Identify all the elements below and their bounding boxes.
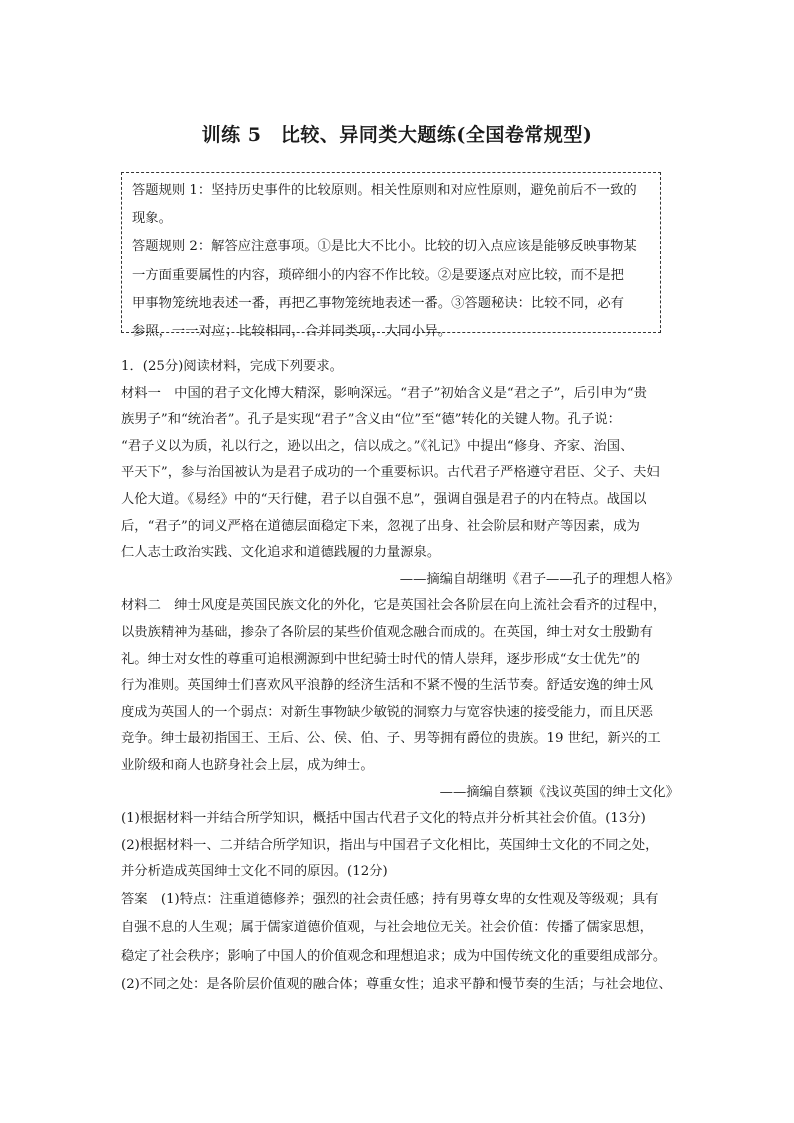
question-intro: 1．(25分)阅读材料，完成下列要求。 <box>121 359 343 374</box>
rules-line: 甲事物笼统地表述一番，再把乙事物笼统地表述一番。③答题秘诀：比较不同，必有 <box>132 295 624 311</box>
rules-line: 答题规则 1：坚持历史事件的比较原则。相关性原则和对应性原则，避免前后不一致的 <box>132 183 637 198</box>
material-two-source: ——摘编自蔡颖《浅议英国的绅士文化》 <box>439 784 679 800</box>
rules-line: 参照，一一对应；比较相同，合并同类项，大同小异。 <box>132 324 452 340</box>
material-line: 度成为英国人的一个弱点：对新生事物缺少敏锐的洞察力与宽容快速的接受能力，而且厌恶 <box>121 704 653 720</box>
rules-line: 现象。 <box>132 211 172 227</box>
material-line: 行为准则。英国绅士们喜欢风平浪静的经济生活和不紧不慢的生活节奏。舒适安逸的绅士风 <box>121 678 653 694</box>
material-two <box>121 593 681 779</box>
material-line: 平天下”，参与治国被认为是君子成功的一个重要标识。古代君子严格遵守君臣、父子、夫妇 <box>121 465 660 481</box>
task-line: (1)根据材料一并结合所学知识，概括中国古代君子文化的特点并分析其社会价值。(13分) <box>121 811 646 827</box>
task-line: 并分析造成英国绅士文化不同的原因。(12分) <box>121 864 388 880</box>
material-line: 业阶级和商人也跻身社会上层，成为绅士。 <box>121 757 374 773</box>
material-one <box>121 381 681 567</box>
answer-rules-box <box>121 172 661 340</box>
answer-line: 稳定了社会秩序；影响了中国人的价值观念和理想追求；成为中国传统文化的重要组成部分。 <box>121 948 667 964</box>
material-line: 材料二 绅士风度是英国民族文化的外化，它是英国社会各阶层在向上流社会看齐的过程中， <box>121 598 667 614</box>
material-line: 礼。绅士对女性的尊重可追根溯源到中世纪骑士时代的情人崇拜，逐步形成“女士优先”的 <box>121 651 640 667</box>
material-one-source: ——摘编自胡继明《君子——孔子的理想人格》 <box>399 571 679 587</box>
material-line: 以贵族精神为基础，掺杂了各阶层的某些价值观念融合而成的。在英国，绅士对女士殷勤有 <box>121 624 653 640</box>
rules-line: 一方面重要属性的内容，琐碎细小的内容不作比较。②是要逐点对应比较，而不是把 <box>132 267 624 283</box>
rules-line: 答题规则 2：解答应注意事项。①是比大不比小。比较的切入点应该是能够反映事物某 <box>132 239 637 255</box>
question-tasks <box>121 806 681 886</box>
answer-line: 自强不息的人生观；属于儒家道德价值观，与社会地位无关。社会价值：传播了儒家思想， <box>121 920 653 936</box>
material-line: 人伦大道。《易经》中的“天行健，君子以自强不息”，强调自强是君子的内在特点。战国以 <box>121 491 647 507</box>
answer-line: (2)不同之处：是各阶层价值观的融合体；尊重女性；追求平静和慢节奏的生活；与社会地位、 <box>121 977 672 993</box>
material-line: 族男子”和“统治者”。孔子是实现“君子”含义由“位”至“德”转化的关键人物。孔子说： <box>121 412 621 428</box>
material-line: 竞争。绅士最初指国王、王后、公、侯、伯、子、男等拥有爵位的贵族。19 世纪，新兴的工 <box>121 731 661 747</box>
material-line: 仁人志士政治实践、文化追求和道德践履的力量源泉。 <box>121 545 441 561</box>
material-line: 后，“君子”的词义严格在道德层面稳定下来，忽视了出身、社会阶层和财产等因素，成为 <box>121 518 640 534</box>
answer-section <box>121 886 681 1000</box>
answer-line: 答案 (1)特点：注重道德修养；强烈的社会责任感；持有男尊女卑的女性观及等级观；具有 <box>121 891 659 907</box>
material-line: 材料一 中国的君子文化博大精深，影响深远。“君子”初始含义是“君之子”，后引申为“贵 <box>121 385 647 401</box>
question-body <box>121 354 681 1000</box>
task-line: (2)根据材料一、二并结合所学知识，指出与中国君子文化相比，英国绅士文化的不同之处， <box>121 837 659 853</box>
page-title: 训练 5 比较、异同类大题练(全国卷常规型) <box>201 124 593 146</box>
material-line: “君子义以为质，礼以行之，逊以出之，信以成之。”《礼记》中提出“修身、齐家、治国、 <box>121 438 634 454</box>
